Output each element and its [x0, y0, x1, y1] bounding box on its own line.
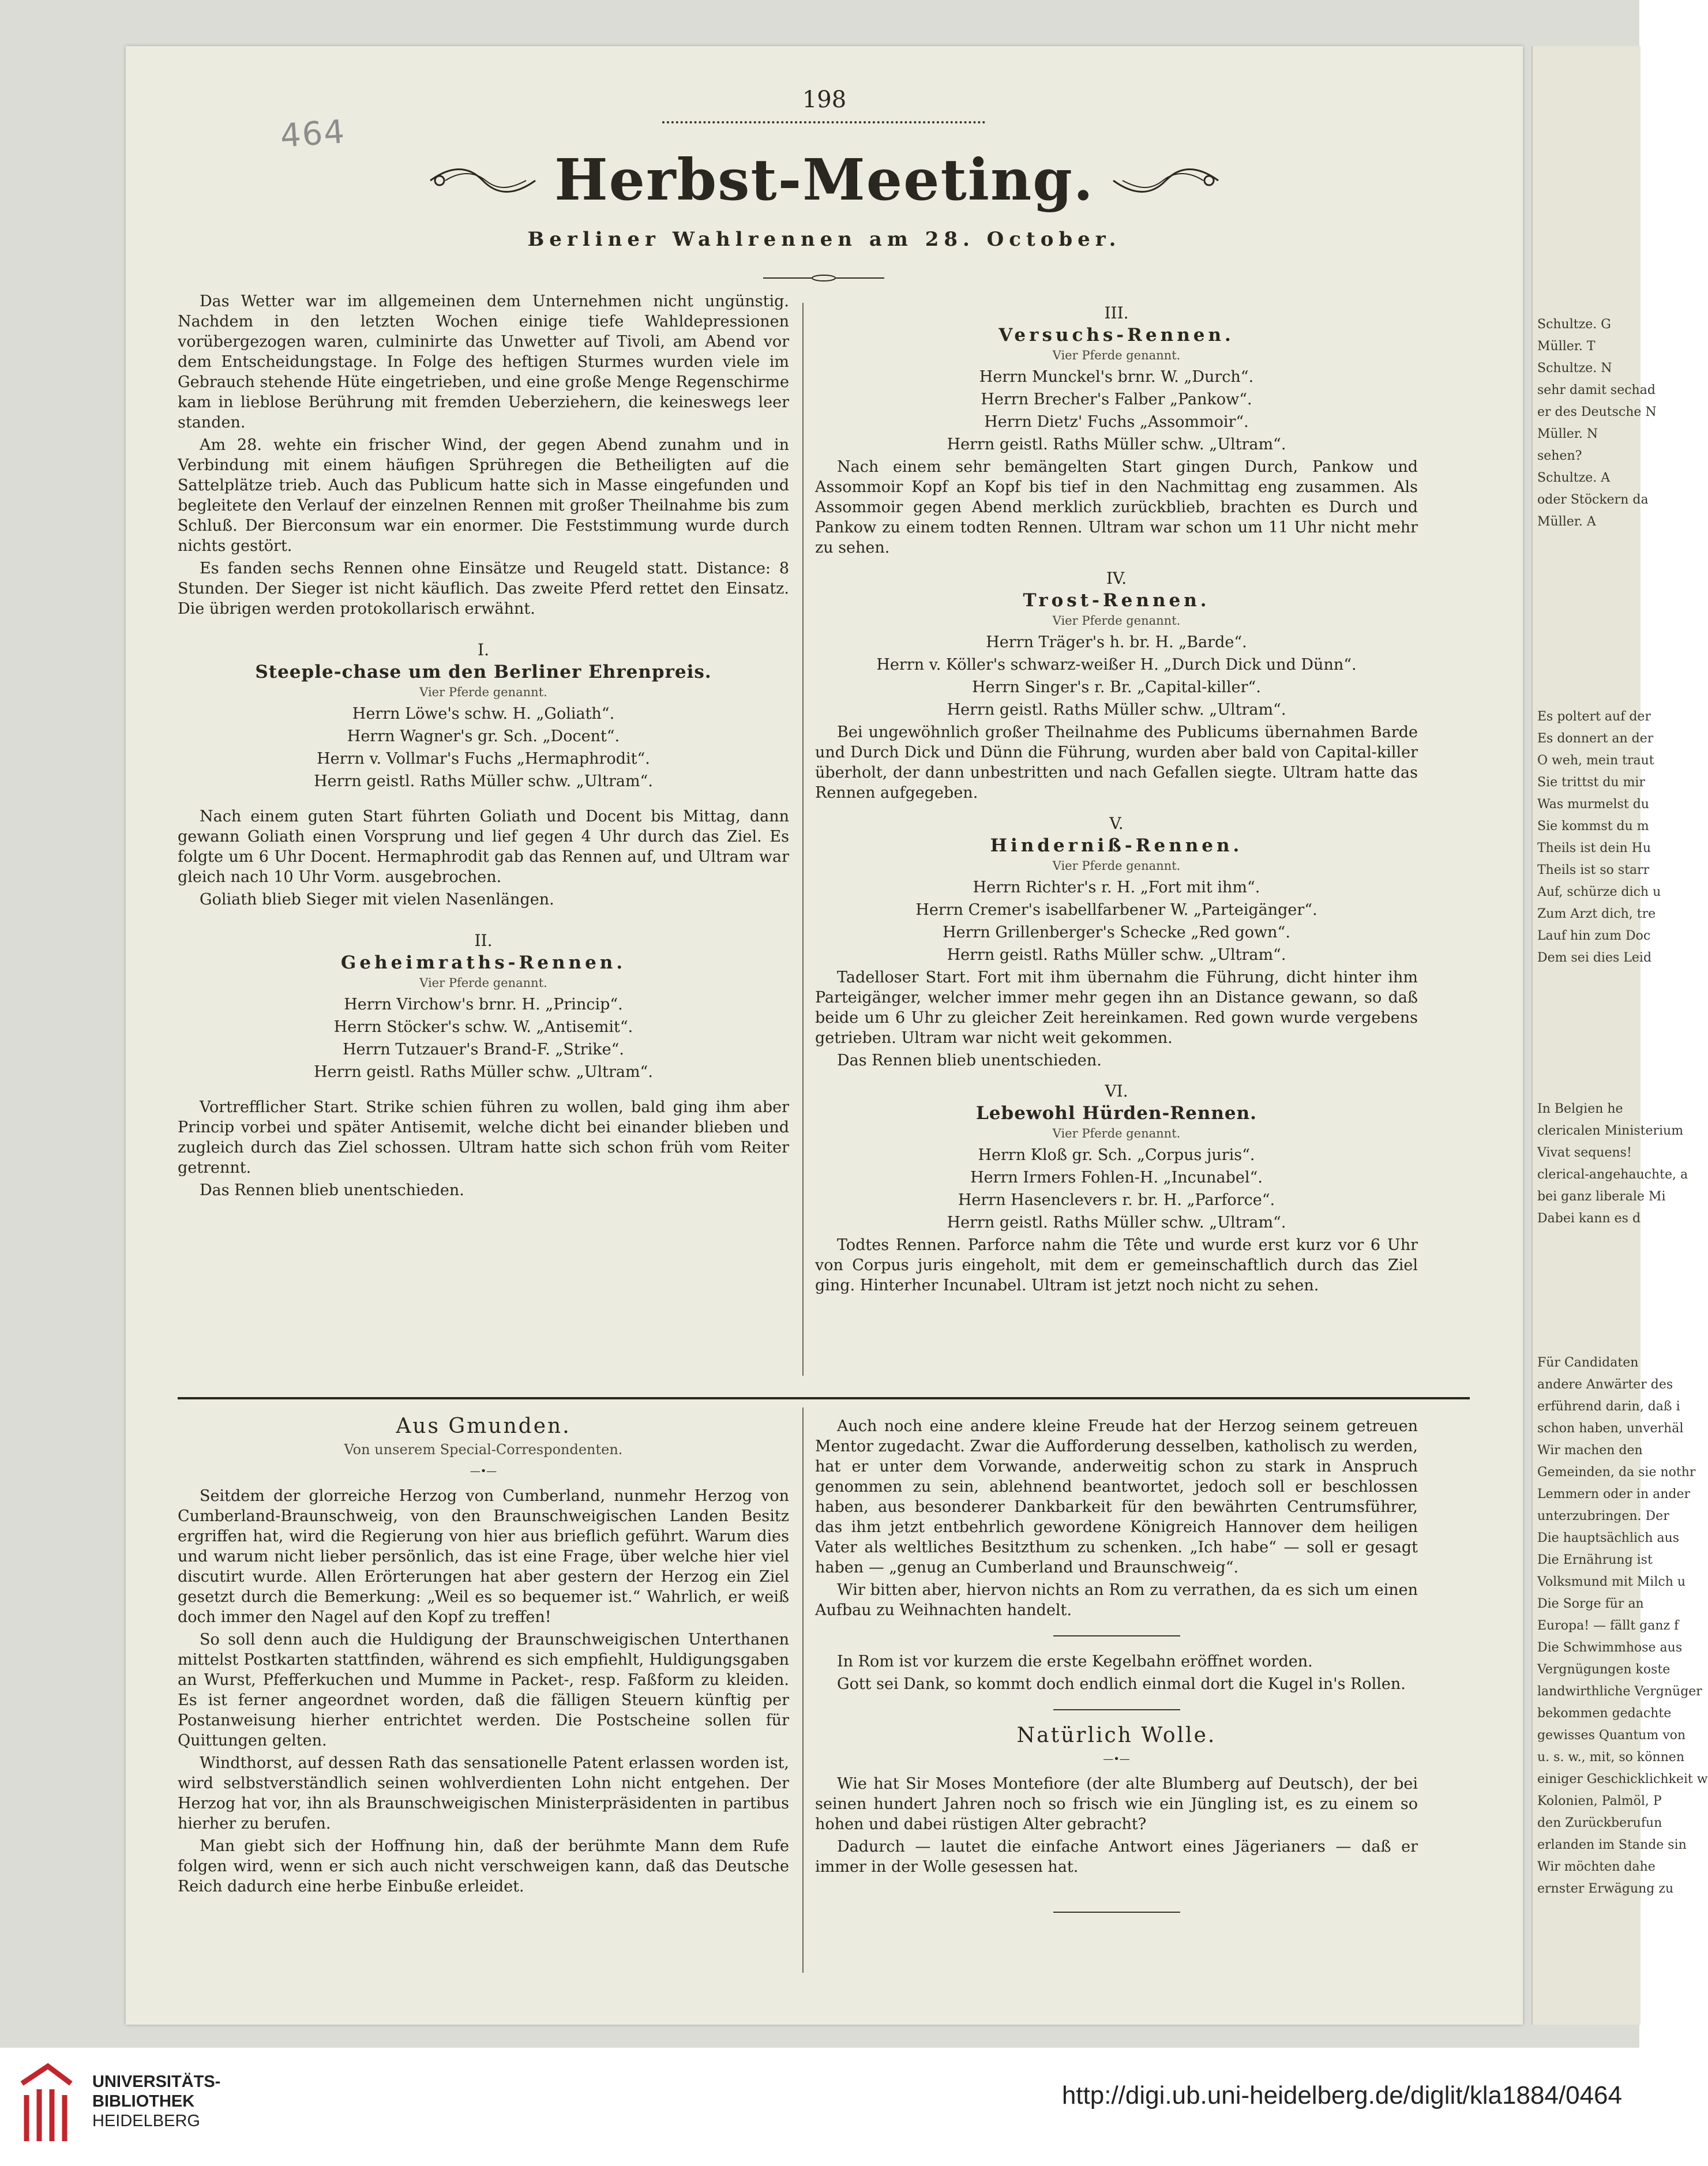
adjacent-page-text: Dem sei dies Leid [1537, 951, 1652, 965]
race-report: Das Rennen blieb unentschieden. [837, 1052, 1102, 1069]
adjacent-page-text: Schultze. N [1537, 361, 1612, 376]
adjacent-page-text: Zum Arzt dich, tre [1537, 907, 1656, 921]
race-report: Das Rennen blieb unentschieden. [200, 1181, 464, 1199]
article-paragraph: Auch noch eine andere kleine Freude hat der Herzog seinem getreuen Mentor zugedacht. Zwar die Aufforderung desselben, katholisch zu werden, hat er unter dem Vorwande, anderweitig schon zu stark in Anspruch genommen zu sein, ablehnend beantwortet, jedoch soll er beschlossen haben, aus besonderer Dankbarkeit für den bewährten Centrumsführer, das ihm jetzt entbehrlich gewordene Königreich Hannover dem heiligen Vater als weltliches Besitzthum zu schenken. „Ich habe“ — soll er gesagt haben — „genug an Cumberland und Braunschweig“. [815, 1417, 1418, 1576]
adjacent-page-text: Schultze. A [1537, 471, 1611, 485]
adjacent-page-text: andere Anwärter des [1537, 1377, 1673, 1392]
race-entry: Herrn Träger's h. br. H. „Barde“. [986, 633, 1247, 651]
race-number: III. [1104, 303, 1129, 322]
race-entry: Herrn Brecher's Falber „Pankow“. [981, 391, 1252, 408]
adjacent-page-text: erführend darin, daß i [1537, 1399, 1680, 1414]
masthead [126, 147, 1523, 213]
race-name: Geheimraths-Rennen. [340, 952, 626, 973]
race-note: Vier Pferde genannt. [1052, 614, 1181, 628]
adjacent-page-text: schon haben, unverhäl [1537, 1421, 1684, 1436]
intro-paragraph: Es fanden sechs Rennen ohne Einsätze und Reugeld statt. Distance: 8 Stunden. Der Sieger ist nicht käuflich. Das zweite Pferd rettet den Einsatz. Die übrigen werden protokollarisch erwähnt. [178, 560, 789, 618]
race-entry: Herrn Richter's r. H. „Fort mit ihm“. [973, 879, 1260, 896]
ornament-rule-icon [763, 274, 884, 282]
race-note: Vier Pferde genannt. [1052, 859, 1181, 873]
adjacent-page-text: Die Sorge für an [1537, 1597, 1644, 1611]
adjacent-page-text: Vergnügungen koste [1537, 1662, 1671, 1677]
race-entry: Herrn Irmers Fohlen-H. „Incunabel“. [970, 1169, 1263, 1187]
library-name-line: HEIDELBERG [92, 2112, 200, 2130]
rom-paragraph: In Rom ist vor kurzem die erste Kegelbahn eröffnet worden. [837, 1653, 1313, 1671]
adjacent-page-text: clerical-angehauchte, a [1537, 1168, 1688, 1182]
race-entry: Herrn geistl. Raths Müller schw. „Ultram“. [947, 946, 1286, 964]
adjacent-page-text: bekommen gedachte [1537, 1706, 1672, 1721]
library-name [92, 2072, 220, 2131]
article-paragraph: Seitdem der glorreiche Herzog von Cumberland, nunmehr Herzog von Cumberland-Braunschweig, von den Braunschweigischen Landen Besitz ergriffen hat, wird die Regierung von hier aus brieflich geführt. Warum dies und warum nicht lieber persönlich, das ist eine Frage, über welche hier viel discutirt wurde. Allen Erörterungen hat aber gestern der Herzog ein Ziel gesetzt durch die Bemerkung: „Weil es so bequemer ist.“ Wahrlich, er weiß doch immer den Nagel auf den Kopf zu treffen! [178, 1487, 789, 1626]
race-report: Bei ungewöhnlich großer Theilnahme des Publicums übernahmen Barde und Durch Dick und Dünn die Führung, wurden aber bald von Capital-killer überholt, der dann unbestritten und nach Gefallen siegte. Ultram hatte das Rennen aufgegeben. [815, 723, 1418, 802]
adjacent-page-text: u. s. w., mit, so können [1537, 1750, 1684, 1765]
race-number: I. [478, 640, 489, 659]
adjacent-page-text: Für Candidaten [1537, 1356, 1639, 1370]
adjacent-page-text: Auf, schürze dich u [1537, 885, 1661, 899]
adjacent-page-text: Es donnert an der [1537, 731, 1654, 746]
adjacent-page-text: Die Schwimmhose aus [1537, 1641, 1683, 1655]
adjacent-page-text: clericalen Ministerium [1537, 1124, 1684, 1138]
race-entry: Herrn Virchow's brnr. H. „Princip“. [344, 996, 623, 1013]
adjacent-page-edge [1531, 46, 1708, 2025]
race-entry: Herrn Löwe's schw. H. „Goliath“. [352, 705, 615, 723]
left-flourish-icon [428, 163, 538, 198]
adjacent-page-text: Sie kommst du m [1537, 819, 1649, 834]
article-title: Aus Gmunden. [396, 1414, 571, 1438]
adjacent-page-text: Müller. A [1537, 515, 1596, 529]
adjacent-page-text: Sie trittst du mir [1537, 775, 1645, 790]
page-number-rule [662, 121, 985, 123]
race-entry: Herrn v. Vollmar's Fuchs „Hermaphrodit“. [317, 750, 650, 768]
article-title: Natürlich Wolle. [1016, 1724, 1217, 1747]
adjacent-page-text: Volksmund mit Milch u [1537, 1575, 1686, 1589]
article-paragraph: Man giebt sich der Hoffnung hin, daß der berühmte Mann dem Rufe folgen wird, wenn er sich auch nicht verschweigen kann, daß das Deutsche Reich dadurch eine herbe Einbuße erleidet. [178, 1837, 789, 1895]
adjacent-page-text: unterzubringen. Der [1537, 1509, 1669, 1523]
race-name: Steeple-chase um den Berliner Ehrenpreis. [255, 662, 712, 682]
pencil-page-note: 464 [279, 113, 347, 155]
right-flourish-icon [1111, 163, 1221, 198]
race-entry: Herrn geistl. Raths Müller schw. „Ultram“. [947, 701, 1286, 719]
race-note: Vier Pferde genannt. [1052, 1127, 1181, 1140]
race-report: Todtes Rennen. Parforce nahm die Tête und wurde erst kurz vor 6 Uhr von Corpus juris eingeholt, mit dem er gemeinschaftlich durch das Ziel ging. Hinterher Incunabel. Ultram ist jetzt noch nicht zu sehen. [815, 1236, 1418, 1294]
race-entry: Herrn v. Köller's schwarz-weißer H. „Durch Dick und Dünn“. [876, 656, 1357, 674]
adjacent-page-text: Lauf hin zum Doc [1537, 929, 1651, 943]
adjacent-page-text: sehen? [1537, 449, 1582, 463]
race-entry: Herrn Cremer's isabellfarbener W. „Parteigänger“. [915, 901, 1317, 919]
article-paragraph: Windthorst, auf dessen Rath das sensationelle Patent erlassen worden ist, wird selbstverständlich seinen wohlverdienten Lohn nicht entgehen. Der Herzog hat vor, ihn als Braunschweigischen Ministerpräsidenten in partibus hierher zu berufen. [178, 1754, 789, 1833]
intro-paragraph: Am 28. wehte ein frischer Wind, der gegen Abend zunahm und in Verbindung mit einem häufigen Sprühregen die Betheiligten auf die Sattelplätze trieb. Auch das Publicum hatte sich in Masse eingefunden und begleitete den Verlauf der einzelnen Rennen mit großer Theilnahme bis zum Schluß. Der Bierconsum war ein enormer. Die Feststimmung wurde durch nichts gestört. [178, 436, 789, 555]
adjacent-page-text: oder Stöckern da [1537, 493, 1649, 507]
dot-ornament-icon: —•— [1103, 1753, 1130, 1765]
race-report: Tadelloser Start. Fort mit ihm übernahm die Führung, dicht hinter ihm Parteigänger, welcher immer mehr gegen ihn an Distance gewann, so daß beide um 6 Uhr zu gleicher Zeit hereinkamen. Red gown wurde vergebens getrieben. Ultram war nicht weit gekommen. [815, 968, 1418, 1047]
adjacent-page-text: Theils ist so starr [1537, 863, 1650, 877]
race-entry: Herrn Hasenclevers r. br. H. „Parforce“. [958, 1191, 1275, 1209]
race-number: II. [474, 931, 493, 950]
article-paragraph: Wir bitten aber, hiervon nichts an Rom zu verrathen, da es sich um einen Aufbau zu Weihnachten handelt. [815, 1581, 1418, 1619]
section-divider [178, 1397, 1470, 1399]
adjacent-page-text: ernster Erwägung zu [1537, 1882, 1674, 1896]
race-number: IV. [1106, 569, 1127, 588]
race-name: Lebewohl Hürden-Rennen. [976, 1103, 1257, 1124]
race-section [815, 1081, 1418, 1296]
library-name-line: UNIVERSITÄTS- [92, 2073, 221, 2091]
race-entry: Herrn Tutzauer's Brand-F. „Strike“. [343, 1041, 624, 1058]
dot-ornament-icon: —•— [470, 1465, 497, 1477]
adjacent-page-text: Kolonien, Palmöl, P [1537, 1794, 1662, 1808]
library-name-line: BIBLIOTHEK [92, 2092, 195, 2111]
gmunden-article [178, 1416, 789, 1899]
adjacent-page-text: Müller. T [1537, 339, 1596, 354]
page-title: Herbst-Meeting. [554, 147, 1094, 213]
race-entry: Herrn Munckel's brnr. W. „Durch“. [979, 368, 1254, 386]
adjacent-page-text: sehr damit sechad [1537, 383, 1656, 397]
race-entry: Herrn Wagner's gr. Sch. „Docent“. [347, 727, 620, 745]
adjacent-page-text: Was murmelst du [1537, 797, 1649, 812]
right-column [815, 303, 1418, 1298]
race-entry: Herrn geistl. Raths Müller schw. „Ultram“. [314, 772, 653, 790]
adjacent-page-text: Theils ist dein Hu [1537, 841, 1651, 855]
race-section [178, 640, 789, 910]
race-entry: Herrn Stöcker's schw. W. „Antisemit“. [333, 1018, 633, 1036]
race-section [178, 930, 789, 1200]
adjacent-page-text: Dabei kann es d [1537, 1211, 1641, 1226]
short-divider [1053, 1709, 1180, 1710]
lower-right-column [815, 1416, 1418, 1928]
adjacent-page-text: Gemeinden, da sie nothr [1537, 1465, 1696, 1480]
page-number: 198 [802, 87, 847, 113]
article-paragraph: Wie hat Sir Moses Montefiore (der alte Blumberg auf Deutsch), der bei seinen hundert Jahren noch so frisch wie ein Jüngling ist, es zu einem so hohen und dabei rüstigen Alter gebracht? [815, 1775, 1418, 1833]
race-report: Vortrefflicher Start. Strike schien führen zu wollen, bald ging ihm aber Princip vorbei und später Antisemit, welche dicht bei einander blieben und zugleich durch das Ziel schossen. Ultram hatte sich schon früh vom Reiter getrennt. [178, 1098, 789, 1177]
adjacent-page-text: Wir machen den [1537, 1443, 1643, 1458]
article-paragraph: Dadurch — lautet die einfache Antwort eines Jägerianers — daß er immer in der Wolle gesessen hat. [815, 1838, 1418, 1876]
adjacent-page-text: In Belgien he [1537, 1102, 1623, 1116]
library-logo-icon [16, 2060, 76, 2147]
short-divider [1053, 1635, 1180, 1636]
race-report: Nach einem guten Start führten Goliath und Docent bis Mittag, dann gewann Goliath einen Vorsprung und lief gegen 4 Uhr durch das Ziel. Es folgte um 6 Uhr Docent. Hermaphrodit gab das Rennen auf, und Ultram war gleich nach 10 Uhr Vorm. ausgebrochen. [178, 808, 789, 886]
rom-paragraph: Gott sei Dank, so kommt doch endlich einmal dort die Kugel in's Rollen. [837, 1675, 1406, 1693]
race-section [815, 813, 1418, 1071]
race-name: Versuchs-Rennen. [998, 325, 1234, 346]
race-name: Hinderniß-Rennen. [990, 835, 1243, 856]
race-section [815, 303, 1418, 558]
race-section [815, 568, 1418, 803]
intro-paragraph: Das Wetter war im allgemeinen dem Unternehmen nicht ungünstig. Nachdem in den letzten Wochen einige tiefe Wahldepressionen vorübergezogen waren, culminirte das Unwetter auf Tivoli, am Abend vor dem Entscheidungstage. In Folge des heftigen Sturmes wurden viele im Gebrauch stehende Hüte eingetrieben, und eine große Menge Regenschirme kam in lieblose Berührung mit fremden Ueberziehern, die keineswegs leer standen. [178, 292, 789, 431]
race-entry: Herrn Singer's r. Br. „Capital-killer“. [972, 678, 1261, 696]
short-divider [1053, 1912, 1180, 1913]
race-entry: Herrn Grillenberger's Schecke „Red gown“. [943, 924, 1290, 941]
article-byline: Von unserem Special-Correspondenten. [344, 1442, 623, 1458]
adjacent-page-text: Europa! — fällt ganz f [1537, 1619, 1679, 1633]
adjacent-page-text: bei ganz liberale Mi [1537, 1189, 1666, 1204]
race-name: Trost-Rennen. [1023, 590, 1210, 611]
race-note: Vier Pferde genannt. [419, 685, 547, 699]
race-entry: Herrn geistl. Raths Müller schw. „Ultram“. [947, 1214, 1286, 1232]
adjacent-page-text: er des Deutsche N [1537, 405, 1657, 419]
adjacent-page-text: O weh, mein traut [1537, 753, 1654, 768]
adjacent-page-text: einiger Geschicklichkeit w [1537, 1772, 1708, 1786]
adjacent-page-text: Wir möchten dahe [1537, 1860, 1656, 1874]
adjacent-page-text: Müller. N [1537, 427, 1598, 441]
race-note: Vier Pferde genannt. [1052, 348, 1181, 362]
source-url[interactable]: http://digi.ub.uni-heidelberg.de/diglit/kla1884/0464 [1061, 2081, 1622, 2109]
adjacent-page-text: Die hauptsächlich aus [1537, 1531, 1680, 1545]
adjacent-page-text: gewisses Quantum von [1537, 1728, 1686, 1743]
race-report: Nach einem sehr bemängelten Start gingen Durch, Pankow und Assommoir Kopf an Kopf bis tief in den Nachmittag eng zusammen. Als Assommoir gegen Abend merklich zurückblieb, brachten es Durch und Pankow zu einem todten Rennen. Ultram war schon um 11 Uhr nicht mehr zu sehen. [815, 458, 1418, 557]
adjacent-page-text: landwirthliche Vergnüger [1537, 1684, 1702, 1699]
adjacent-page-text: Schultze. G [1537, 317, 1611, 332]
race-entry: Herrn Dietz' Fuchs „Assommoir“. [984, 413, 1249, 431]
race-note: Vier Pferde genannt. [419, 976, 547, 990]
adjacent-page-text: den Zurückberufun [1537, 1816, 1662, 1830]
column-divider [802, 1407, 804, 1973]
race-entry: Herrn geistl. Raths Müller schw. „Ultram“. [314, 1063, 653, 1081]
race-entry: Herrn Kloß gr. Sch. „Corpus juris“. [978, 1146, 1255, 1164]
race-number: VI. [1105, 1082, 1128, 1101]
article-paragraph: So soll denn auch die Huldigung der Braunschweigischen Unterthanen mittelst Postkarten stattfinden, während es sich empfiehlt, Huldigungsgaben an Wurst, Pfefferkuchen und Mumme in Packet-, resp. Faßform zu kleiden. Es ist ferner angeordnet worden, daß die fälligen Steuern künftig per Postanweisung hierher entrichtet werden. Die Postscheine sollen für Quittungen gelten. [178, 1631, 789, 1750]
newspaper-page [126, 46, 1523, 2025]
adjacent-page-text: Lemmern oder in ander [1537, 1487, 1691, 1501]
race-number: V. [1109, 814, 1124, 833]
adjacent-page-text: Die Ernährung ist [1537, 1553, 1653, 1567]
race-entry: Herrn geistl. Raths Müller schw. „Ultram“. [947, 436, 1286, 453]
adjacent-page-text: Vivat sequens! [1537, 1146, 1632, 1160]
page-subtitle: Berliner Wahlrennen am 28. October. [527, 228, 1121, 251]
adjacent-page-text: erlanden im Stande sin [1537, 1838, 1687, 1852]
race-report: Goliath blieb Sieger mit vielen Nasenlängen. [200, 891, 554, 909]
column-divider [802, 303, 804, 1376]
left-column [178, 291, 789, 1203]
adjacent-page-text: Es poltert auf der [1537, 710, 1651, 724]
